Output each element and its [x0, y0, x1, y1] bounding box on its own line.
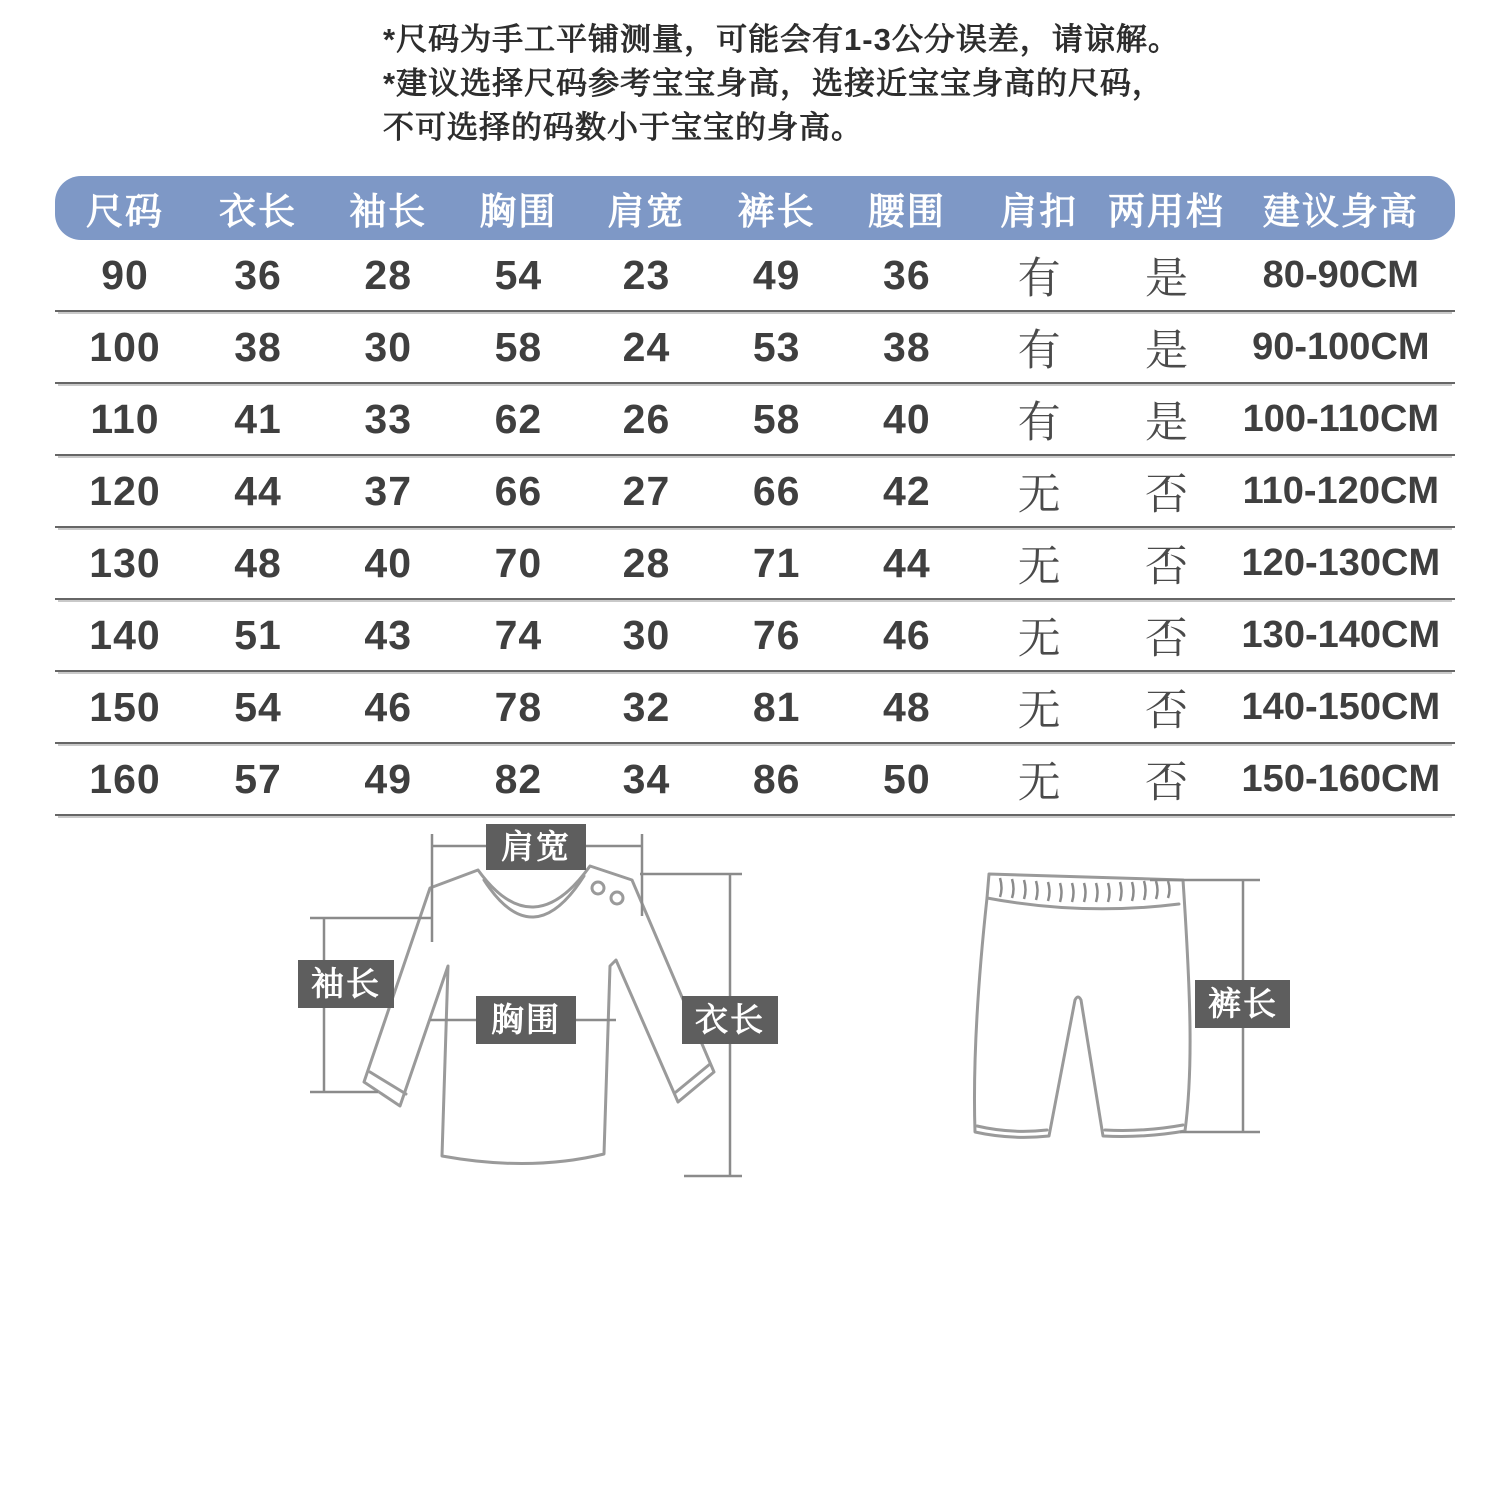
table-cell: 58 — [752, 395, 801, 442]
table-cell: 是 — [1145, 254, 1189, 303]
table-cell: 34 — [622, 755, 671, 802]
table-cell: 48 — [883, 683, 931, 730]
table-cell: 48 — [234, 539, 282, 586]
table-cell: 110 — [90, 395, 160, 442]
table-cell: 70 — [494, 539, 543, 586]
table-cell: 43 — [364, 611, 412, 658]
table-cell: 24 — [622, 323, 671, 370]
table-cell: 120-130CM — [1241, 541, 1441, 584]
table-cell: 54 — [234, 683, 282, 730]
table-row — [55, 600, 1455, 672]
table-cell: 无 — [1017, 614, 1061, 663]
header-cell: 裤长 — [737, 191, 816, 232]
size-table-header — [55, 176, 1455, 240]
table-cell: 是 — [1145, 326, 1189, 375]
table-cell: 50 — [883, 755, 931, 802]
table-cell: 26 — [622, 395, 671, 442]
table-cell: 否 — [1145, 542, 1189, 591]
table-cell: 40 — [364, 539, 412, 586]
shirt-length-label: 衣长 — [695, 1001, 765, 1038]
table-cell: 无 — [1017, 470, 1061, 519]
table-cell: 140 — [89, 611, 161, 658]
table-cell: 66 — [494, 467, 543, 514]
size-table — [55, 176, 1455, 816]
table-cell: 71 — [752, 539, 801, 586]
table-cell: 66 — [752, 467, 801, 514]
table-cell: 是 — [1145, 398, 1189, 447]
table-cell: 100-110CM — [1242, 397, 1440, 440]
table-cell: 42 — [883, 467, 931, 514]
table-cell: 130 — [89, 539, 161, 586]
table-cell: 44 — [234, 467, 282, 514]
table-cell: 81 — [752, 683, 801, 730]
table-row — [55, 744, 1455, 816]
table-row — [55, 672, 1455, 744]
table-cell: 无 — [1017, 542, 1061, 591]
shirt-sleeve-label: 袖长 — [311, 965, 381, 1002]
table-cell: 78 — [494, 683, 543, 730]
table-cell: 否 — [1145, 470, 1189, 519]
note-line-2: *建议选择尺码参考宝宝身高，选接近宝宝身高的尺码， — [383, 66, 1165, 101]
table-cell: 有 — [1017, 398, 1061, 447]
table-cell: 36 — [234, 251, 282, 298]
header-cell: 尺码 — [86, 191, 164, 232]
header-cell: 腰围 — [867, 191, 946, 232]
header-cell: 胸围 — [479, 191, 558, 232]
table-cell: 53 — [752, 323, 801, 370]
table-cell: 90 — [101, 251, 149, 298]
table-cell: 46 — [883, 611, 931, 658]
table-cell: 49 — [364, 755, 412, 802]
table-row — [55, 240, 1455, 312]
table-cell: 57 — [234, 755, 282, 802]
table-cell: 51 — [234, 611, 282, 658]
table-cell: 无 — [1017, 686, 1061, 735]
table-cell: 41 — [234, 395, 282, 442]
table-cell: 37 — [364, 467, 412, 514]
table-row — [55, 528, 1455, 600]
header-cell: 肩宽 — [607, 191, 686, 232]
table-cell: 30 — [622, 611, 671, 658]
header-cell: 两用档 — [1108, 191, 1226, 232]
note-line-3: 不可选择的码数小于宝宝的身高。 — [383, 110, 863, 145]
table-cell: 38 — [883, 323, 931, 370]
note-line-1: *尺码为手工平铺测量，可能会有1-3公分误差，请谅解。 — [383, 22, 1180, 57]
table-cell: 74 — [494, 611, 543, 658]
table-cell: 36 — [883, 251, 931, 298]
table-cell: 28 — [364, 251, 412, 298]
table-row — [55, 384, 1455, 456]
table-cell: 28 — [622, 539, 671, 586]
header-cell: 衣长 — [219, 191, 297, 232]
header-cell: 肩扣 — [1000, 191, 1079, 232]
table-row — [55, 312, 1455, 384]
table-row — [55, 456, 1455, 528]
table-cell: 120 — [89, 467, 161, 514]
table-cell: 58 — [494, 323, 543, 370]
table-cell: 30 — [364, 323, 412, 370]
table-cell: 62 — [494, 395, 543, 442]
size-notes — [383, 18, 1180, 150]
table-cell: 否 — [1145, 758, 1189, 807]
table-cell: 140-150CM — [1241, 685, 1441, 728]
table-cell: 否 — [1145, 614, 1189, 663]
table-cell: 无 — [1017, 758, 1061, 807]
table-cell: 76 — [752, 611, 801, 658]
table-cell: 150 — [89, 683, 161, 730]
shirt-shoulder-label: 肩宽 — [501, 828, 571, 865]
header-cell: 建议身高 — [1262, 191, 1419, 232]
shirt-diagram — [280, 824, 780, 1196]
table-cell: 130-140CM — [1241, 613, 1441, 656]
table-cell: 38 — [234, 323, 282, 370]
table-cell: 32 — [622, 683, 671, 730]
pants-diagram — [945, 850, 1290, 1165]
table-cell: 23 — [622, 251, 671, 298]
size-table-body — [55, 240, 1455, 816]
table-cell: 49 — [752, 251, 801, 298]
shirt-chest-label: 胸围 — [491, 1001, 561, 1038]
table-cell: 44 — [883, 539, 931, 586]
table-cell: 80-90CM — [1262, 253, 1419, 296]
table-cell: 有 — [1017, 326, 1061, 375]
table-cell: 86 — [752, 755, 801, 802]
table-cell: 90-100CM — [1252, 325, 1430, 368]
header-cell: 袖长 — [349, 191, 428, 232]
table-cell: 110-120CM — [1242, 469, 1440, 512]
table-cell: 有 — [1017, 254, 1061, 303]
table-cell: 54 — [494, 251, 543, 298]
table-cell: 46 — [364, 683, 412, 730]
pants-length-label: 裤长 — [1208, 985, 1278, 1022]
table-cell: 82 — [494, 755, 543, 802]
table-cell: 160 — [89, 755, 161, 802]
table-cell: 27 — [622, 467, 671, 514]
table-cell: 33 — [364, 395, 412, 442]
table-cell: 150-160CM — [1241, 757, 1441, 800]
table-cell: 否 — [1145, 686, 1189, 735]
table-cell: 100 — [89, 323, 161, 370]
table-cell: 40 — [883, 395, 931, 442]
